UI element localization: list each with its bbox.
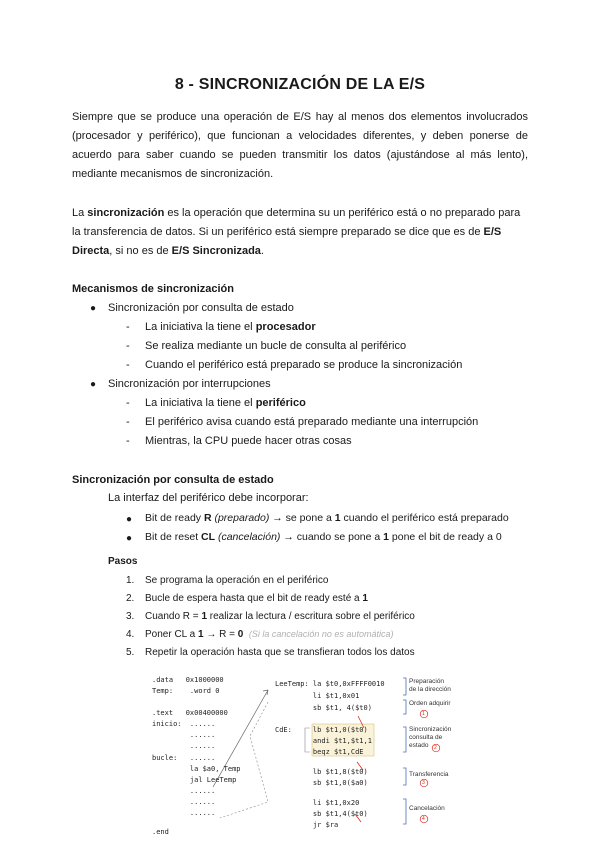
term-es-directa: E/S Directa: [72, 226, 502, 257]
bracket-5: [403, 799, 406, 824]
dash-icon: -: [126, 397, 130, 409]
bullet-icon: ●: [126, 533, 133, 544]
dash-icon: -: [126, 435, 130, 447]
list-item: Se realiza mediante un bucle de consulta al periférico: [145, 340, 407, 352]
code-line: jal LeeTemp: [152, 776, 237, 784]
code-line: ......: [152, 809, 216, 817]
list-item: El periférico avisa cuando está preparado mediante una interrupción: [145, 416, 479, 428]
annotation: Cancelación: [409, 805, 445, 812]
step-4: Poner CL a 1 → R = 0 (Si la cancelación no es automática): [145, 629, 394, 640]
step-number: 3.: [126, 611, 135, 622]
code-line: Temp: .word 0: [152, 687, 220, 695]
code-line: inicio: ......: [152, 720, 216, 728]
code-line: ......: [152, 798, 216, 806]
steps-heading: Pasos: [108, 556, 138, 567]
bullet-icon: ●: [126, 514, 133, 525]
step-3: Cuando R = 1 realizar la lectura / escritura sobre el periférico: [145, 611, 415, 622]
list-item: La iniciativa la tiene el procesador: [145, 321, 316, 333]
code-line: ......: [152, 787, 216, 795]
code-line: li $t1,0x01: [275, 692, 360, 700]
code-line: .end: [152, 828, 169, 836]
bracket-3: [403, 727, 406, 752]
code-line: sb $t1, 4($t0): [275, 704, 372, 712]
bullet-icon: ●: [90, 303, 97, 314]
annotation: Sincronización consulta de estado: [409, 726, 452, 749]
code-line: beqz $t1,CdE: [275, 748, 364, 756]
bracket-4: [403, 768, 406, 785]
code-line: jr $ra: [275, 821, 339, 829]
code-diagram: [150, 672, 450, 842]
bracket-2: [403, 700, 406, 714]
list-item: La iniciativa la tiene el periférico: [145, 397, 306, 409]
dash-icon: -: [126, 416, 130, 428]
term-sincronizacion: sincronización: [87, 207, 165, 219]
code-line: .text 0x00400000: [152, 709, 228, 717]
code-line: andi $t1,$t1,1: [275, 737, 372, 745]
annotation: Orden adquirir: [409, 700, 451, 707]
intro-paragraph: Siempre que se produce una operación de E/S hay al menos dos elementos involucrados (procesador y periférico), que funcionan a velocidades diferentes, y deben ponerse de acuerdo para saber cuando se pueden transmitir los datos (ajustándose al más lento), mediante mecanismos de sincronización.: [72, 111, 528, 180]
step-circle-label: 1: [422, 711, 425, 717]
return-arrow: [220, 702, 268, 818]
definition-paragraph: La sincronización es la operación que determina su un periférico está o no preparado para la transferencia de datos. Si un periférico está siempre preparado se dice que es de E/S Directa, si no es de E/S Sincronizada.: [72, 207, 521, 257]
step-number: 1.: [126, 575, 135, 586]
step-number: 5.: [126, 647, 135, 658]
code-line: lb $t1,8($t0): [275, 768, 368, 776]
code-line: ......: [152, 742, 216, 750]
polling-heading: Sincronización por consulta de estado: [72, 474, 274, 486]
code-line: sb $t1,4($t0): [275, 810, 368, 818]
code-line: la $a0, Temp: [152, 765, 241, 773]
code-line: .data 0x1000000: [152, 676, 224, 684]
ready-bit-item: Bit de ready R (preparado) → se pone a 1 cuando el periférico está preparado: [145, 512, 509, 524]
mechanisms-heading: Mecanismos de sincronización: [72, 283, 234, 295]
step-1: Se programa la operación en el periférico: [145, 575, 329, 586]
step-number: 4.: [126, 629, 135, 640]
step-5: Repetir la operación hasta que se transfieran todos los datos: [145, 647, 415, 658]
code-line: li $t1,0x20: [275, 799, 360, 807]
annotation: Preparación de la dirección: [409, 678, 451, 693]
step-circle-label: 4: [422, 816, 425, 822]
step-number: 2.: [126, 593, 135, 604]
code-line: sb $t1,0($a0): [275, 779, 368, 787]
term-es-sincronizada: E/S Sincronizada: [171, 245, 261, 257]
code-line: CdE: lb $t1,0($t0): [275, 726, 368, 734]
bullet-icon: ●: [90, 379, 97, 390]
dash-icon: -: [126, 340, 130, 352]
list-item: Mientras, la CPU puede hacer otras cosas: [145, 435, 352, 447]
step-circle-label: 2: [434, 745, 437, 751]
list-item: Cuando el periférico está preparado se produce la sincronización: [145, 359, 463, 371]
polling-lead: La interfaz del periférico debe incorporar:: [108, 492, 309, 504]
step-circle-label: 3: [422, 780, 425, 786]
code-line: bucle: ......: [152, 754, 216, 762]
mechanism-interrupts: Sincronización por interrupciones: [108, 378, 271, 390]
page-title: 8 - SINCRONIZACIÓN DE LA E/S: [174, 76, 426, 93]
step-2: Bucle de espera hasta que el bit de ready esté a 1: [145, 593, 368, 604]
reset-bit-item: Bit de reset CL (cancelación) → cuando se pone a 1 pone el bit de ready a 0: [145, 531, 502, 543]
dash-icon: -: [126, 359, 130, 371]
annotation: Transferencia: [409, 771, 449, 778]
mechanism-polling: Sincronización por consulta de estado: [108, 302, 294, 314]
code-line: ......: [152, 731, 216, 739]
code-line: LeeTemp: la $t0,0xFFFF0010: [275, 680, 385, 688]
bracket-1: [403, 678, 406, 695]
dash-icon: -: [126, 321, 130, 333]
